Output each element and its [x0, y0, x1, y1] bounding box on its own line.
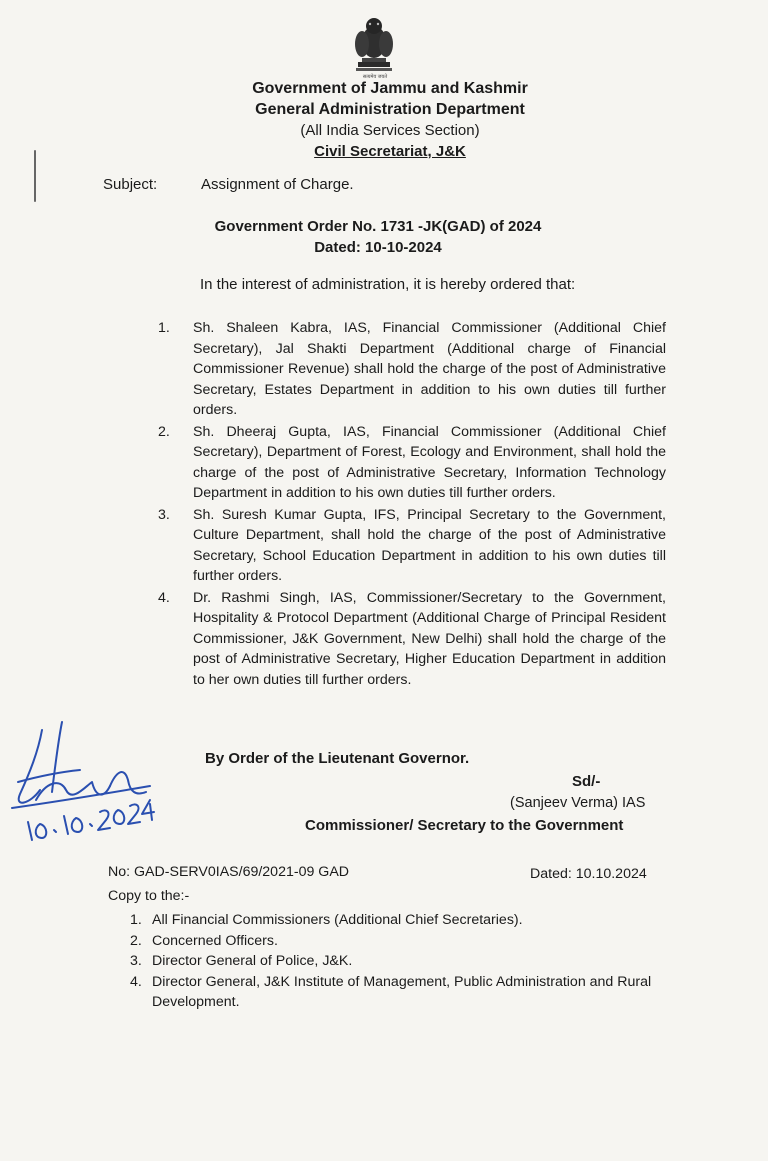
- national-emblem-icon: [350, 12, 398, 78]
- secretariat-name: Civil Secretariat, J&K: [314, 143, 466, 160]
- subject-value: Assignment of Charge.: [201, 176, 354, 193]
- item-text: Sh. Shaleen Kabra, IAS, Financial Commissioner (Additional Chief Secretary), Jal Shakti Department (Additional charge of Financial Commissioner Revenue) shall hold the charge of the post of Administrative Secretary, Estates Department in addition to his own duties till further orders.: [193, 320, 666, 418]
- item-text: Dr. Rashmi Singh, IAS, Commissioner/Secretary to the Government, Hospitality & Protocol Department (Additional Charge of Principal Resident Commissioner, J&K Government, New Delhi) shall hold the charge of the post of Administrative Secretary, Higher Education Department in addition to her own duties till further orders.: [193, 589, 666, 688]
- order-item: [158, 588, 666, 691]
- order-date: Dated: 10-10-2024: [314, 239, 442, 256]
- signer-name: (Sanjeev Verma) IAS: [510, 795, 646, 811]
- copy-text: Director General, J&K Institute of Management, Public Administration and Rural Development.: [152, 973, 652, 1010]
- section-name: (All India Services Section): [300, 122, 480, 139]
- copy-text: Concerned Officers.: [152, 932, 278, 949]
- item-number: 4.: [158, 589, 170, 606]
- item-text: Sh. Suresh Kumar Gupta, IFS, Principal Secretary to the Government, Culture Department, shall hold the charge of the post of Administrative Secretary, School Education Department in addition to his own duties till further orders.: [193, 506, 666, 584]
- reference-number: No: GAD-SERV0IAS/69/2021-09 GAD: [108, 864, 350, 880]
- government-name: Government of Jammu and Kashmir: [252, 80, 528, 97]
- order-items: [158, 318, 666, 691]
- copy-text: Director General of Police, J&K.: [152, 953, 353, 969]
- by-order-line: By Order of the Lieutenant Governor.: [205, 750, 470, 767]
- order-number: Government Order No. 1731 -JK(GAD) of 2024: [214, 218, 542, 235]
- copy-item: [130, 951, 670, 972]
- copy-text: All Financial Commissioners (Additional Chief Secretaries).: [152, 912, 523, 928]
- letterhead: [200, 78, 580, 162]
- sd-mark: Sd/-: [572, 773, 601, 790]
- item-number: 1.: [158, 320, 170, 336]
- signer-title: Commissioner/ Secretary to the Government: [305, 817, 624, 834]
- subject-label: Subject:: [103, 176, 158, 193]
- copy-number: 4.: [130, 973, 142, 990]
- reference-date: Dated: 10.10.2024: [530, 866, 647, 882]
- order-item: [158, 422, 666, 504]
- copy-number: 2.: [130, 932, 142, 949]
- item-number: 3.: [158, 506, 170, 523]
- emblem-motto: सत्यमेव जयते: [362, 74, 388, 80]
- department-name: General Administration Department: [255, 101, 525, 118]
- item-number: 2.: [158, 423, 170, 440]
- order-heading: [178, 216, 578, 258]
- order-item: [158, 318, 666, 421]
- intro-text: In the interest of administration, it is hereby ordered that:: [200, 276, 576, 293]
- item-text: Sh. Dheeraj Gupta, IAS, Financial Commissioner (Additional Chief Secretary), Department of Forest, Ecology and Environment, shall hold the charge of the post of Administrative Secretary, Information Technology Department in addition to his own duties till further orders.: [193, 423, 666, 501]
- copy-item: [130, 972, 670, 1013]
- copy-item: [130, 910, 670, 931]
- copy-item: [130, 931, 670, 952]
- copy-list: [130, 910, 670, 1013]
- margin-mark: [34, 150, 36, 202]
- copy-number: 3.: [130, 953, 142, 969]
- order-item: [158, 505, 666, 587]
- handwritten-signature: [0, 712, 180, 862]
- copy-to-heading: Copy to the:-: [108, 888, 190, 904]
- copy-number: 1.: [130, 912, 142, 928]
- subject-line: [103, 176, 354, 193]
